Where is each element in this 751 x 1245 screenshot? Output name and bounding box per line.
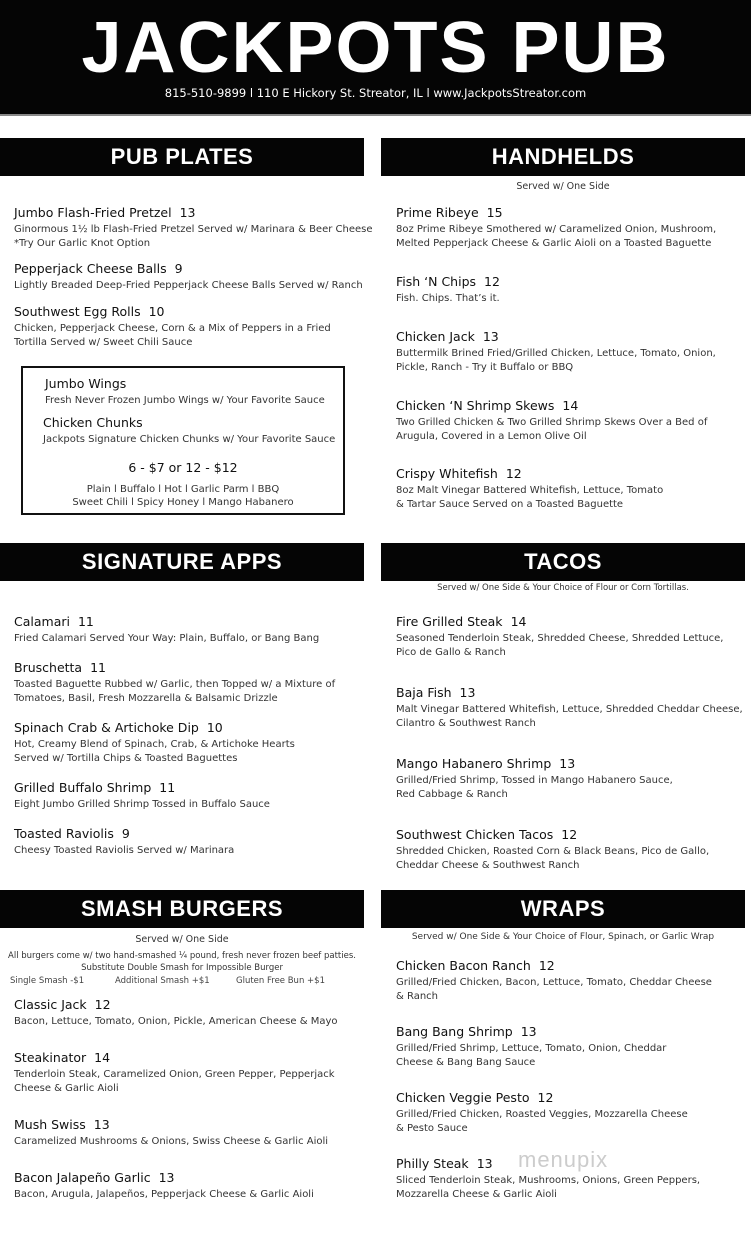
item-desc: Seasoned Tenderloin Steak, Shredded Cheese, Shredded Lettuce, — [396, 633, 724, 644]
menu-item — [14, 304, 331, 349]
item-name: Mush Swiss — [14, 1117, 86, 1132]
item-name: Bacon Jalapeño Garlic — [14, 1170, 151, 1185]
item-price: 12 — [484, 274, 500, 289]
item-desc: 8oz Malt Vinegar Battered Whitefish, Lettuce, Tomato — [396, 485, 664, 496]
wings-box — [21, 366, 345, 515]
item-name: Prime Ribeye — [396, 205, 479, 220]
menu-item — [43, 415, 335, 447]
item-price: 13 — [158, 1170, 175, 1185]
item-name: Calamari — [14, 614, 70, 629]
menu-item — [396, 1090, 688, 1135]
item-name: Chicken Chunks — [43, 415, 143, 430]
item-price: 12 — [505, 466, 522, 481]
item-price: 10 — [148, 304, 165, 319]
item-price: 9 — [121, 826, 130, 841]
item-price: 15 — [486, 205, 503, 220]
item-desc: Served w/ Tortilla Chips & Toasted Baguettes — [14, 752, 238, 764]
item-desc: Ginormous 1½ lb Flash-Fried Pretzel Served w/ Marinara & Beer Cheese — [14, 224, 373, 235]
header-banner — [0, 0, 751, 116]
item-desc: Toasted Baguette Rubbed w/ Garlic, then Topped w/ a Mixture of — [14, 679, 336, 690]
menu-item — [45, 376, 325, 408]
menu-item — [14, 780, 270, 812]
menu-item — [14, 1050, 335, 1095]
item-price: 13 — [559, 756, 576, 771]
watermark: menupix — [518, 1147, 609, 1172]
sauce-list: Sweet Chili l Spicy Honey l Mango Habanero — [72, 497, 294, 508]
item-desc: Cilantro & Southwest Ranch — [396, 717, 536, 729]
section-header-smash-burgers: SMASH BURGERS — [0, 890, 364, 928]
menu-item — [396, 274, 500, 306]
section-note: Served w/ One Side — [135, 934, 229, 945]
item-name: Chicken Veggie Pesto — [396, 1090, 530, 1105]
menu-item — [14, 205, 373, 250]
menu-item — [14, 1117, 328, 1149]
item-name: Jumbo Wings — [45, 376, 127, 391]
menu-item — [14, 826, 234, 858]
section-header-pub-plates: PUB PLATES — [0, 138, 364, 176]
restaurant-title: JACKPOTS PUB — [81, 8, 670, 88]
item-desc: Fresh Never Frozen Jumbo Wings w/ Your Favorite Sauce — [45, 395, 325, 406]
item-price: 13 — [179, 205, 196, 220]
item-name: Bang Bang Shrimp — [396, 1024, 513, 1039]
item-desc: Jackpots Signature Chicken Chunks w/ Your Favorite Sauce — [43, 434, 336, 445]
item-price: 14 — [562, 398, 579, 413]
item-desc: Melted Pepperjack Cheese & Garlic Aioli on a Toasted Baguette — [396, 237, 712, 249]
item-desc: Cheese & Garlic Aioli — [14, 1082, 119, 1094]
item-desc: Two Grilled Chicken & Two Grilled Shrimp Skews Over a Bed of — [396, 417, 708, 428]
section-header-tacos: TACOS — [381, 543, 745, 581]
item-desc: Shredded Chicken, Roasted Corn & Black Beans, Pico de Gallo, — [396, 846, 710, 857]
menu-item — [14, 660, 335, 705]
item-desc: Tomatoes, Basil, Fresh Mozzarella & Balsamic Drizzle — [14, 692, 278, 704]
item-price: 13 — [482, 329, 499, 344]
item-name: Baja Fish — [396, 685, 452, 700]
item-desc: Grilled/Fried Shrimp, Lettuce, Tomato, Onion, Cheddar — [396, 1043, 667, 1054]
menu-item — [396, 398, 707, 443]
menu-item — [396, 614, 723, 659]
item-desc: Cheesy Toasted Raviolis Served w/ Marinara — [14, 845, 235, 856]
item-desc: Chicken, Pepperjack Cheese, Corn & a Mix of Peppers in a Fried — [14, 323, 331, 334]
item-desc: Sliced Tenderloin Steak, Mushrooms, Onions, Green Peppers, — [396, 1175, 701, 1186]
item-price: 11 — [159, 780, 176, 795]
item-desc: Mozzarella Cheese & Garlic Aioli — [396, 1188, 557, 1200]
item-name: Fish ‘N Chips — [396, 274, 477, 289]
item-name: Grilled Buffalo Shrimp — [14, 780, 152, 795]
item-name: Fire Grilled Steak — [396, 614, 503, 629]
menu-item — [396, 466, 663, 511]
item-desc: & Tartar Sauce Served on a Toasted Baguette — [396, 498, 624, 510]
item-name: Jumbo Flash-Fried Pretzel — [14, 205, 172, 220]
section-header-wraps: WRAPS — [381, 890, 745, 928]
menu-item — [14, 720, 295, 765]
item-name: Crispy Whitefish — [396, 466, 498, 481]
item-desc: Tortilla Served w/ Sweet Chili Sauce — [14, 336, 193, 348]
item-desc: Arugula, Covered in a Lemon Olive Oil — [396, 430, 587, 442]
item-desc: Grilled/Fried Chicken, Bacon, Lettuce, Tomato, Cheddar Cheese — [396, 977, 712, 988]
item-name: Steakinator — [14, 1050, 87, 1065]
menu-item — [396, 205, 716, 250]
section-note: Served w/ One Side & Your Choice of Flour or Corn Tortillas. — [437, 583, 689, 593]
menu-item — [14, 261, 363, 293]
item-name: Southwest Chicken Tacos — [396, 827, 554, 842]
section-header-signature-apps: SIGNATURE APPS — [0, 543, 364, 581]
item-desc: Tenderloin Steak, Caramelized Onion, Green Pepper, Pepperjack — [14, 1069, 335, 1080]
item-desc: Pickle, Ranch - Try it Buffalo or BBQ — [396, 361, 574, 373]
item-name: Toasted Raviolis — [14, 826, 114, 841]
item-name: Philly Steak — [396, 1156, 469, 1171]
item-price: 13 — [459, 685, 476, 700]
menu-item — [396, 756, 673, 801]
item-desc: Lightly Breaded Deep-Fried Pepperjack Cheese Balls Served w/ Ranch — [14, 280, 363, 291]
menu-item — [14, 997, 338, 1029]
menu-item — [396, 685, 743, 730]
item-price: 13 — [476, 1156, 493, 1171]
item-price: 11 — [90, 660, 107, 675]
section-note: All burgers come w/ two hand-smashed ¼ pound, fresh never frozen beef patties. — [8, 951, 356, 961]
item-name: Classic Jack — [14, 997, 87, 1012]
section-note: Served w/ One Side — [516, 181, 610, 192]
item-desc: & Pesto Sauce — [396, 1122, 468, 1134]
sauce-list: Plain l Buffalo l Hot l Garlic Parm l BBQ — [86, 484, 280, 495]
item-desc: Cheese & Bang Bang Sauce — [396, 1056, 536, 1068]
item-desc: Hot, Creamy Blend of Spinach, Crab, & Artichoke Hearts — [14, 739, 295, 750]
section-note: Served w/ One Side & Your Choice of Flour, Spinach, or Garlic Wrap — [411, 932, 715, 942]
item-desc: Buttermilk Brined Fried/Grilled Chicken, Lettuce, Tomato, Onion, — [396, 348, 716, 359]
item-name: Mango Habanero Shrimp — [396, 756, 552, 771]
item-desc: *Try Our Garlic Knot Option — [14, 237, 151, 249]
item-name: Spinach Crab & Artichoke Dip — [14, 720, 199, 735]
item-price: 12 — [561, 827, 578, 842]
item-desc: Malt Vinegar Battered Whitefish, Lettuce, Shredded Cheddar Cheese, — [396, 704, 743, 715]
menu-item — [396, 329, 716, 374]
item-name: Bruschetta — [14, 660, 83, 675]
item-price: 11 — [77, 614, 94, 629]
menu-item — [396, 1024, 666, 1069]
contact-line: 815-510-9899 l 110 E Hickory St. Streator, IL l www.JackpotsStreator.com — [164, 86, 587, 100]
item-price: 10 — [206, 720, 223, 735]
item-name: Southwest Egg Rolls — [14, 304, 141, 319]
burger-option: Additional Smash +$1 — [115, 976, 210, 986]
item-desc: Grilled/Fried Shrimp, Tossed in Mango Habanero Sauce, — [396, 775, 673, 786]
item-name: Chicken ‘N Shrimp Skews — [396, 398, 555, 413]
section-note: Substitute Double Smash for Impossible Burger — [81, 963, 283, 973]
item-price: 12 — [94, 997, 111, 1012]
item-price: 12 — [537, 1090, 554, 1105]
item-price: 14 — [94, 1050, 111, 1065]
menu-item — [14, 614, 319, 646]
item-price: 14 — [510, 614, 527, 629]
item-desc: Eight Jumbo Grilled Shrimp Tossed in Buffalo Sauce — [14, 799, 270, 810]
section-header-handhelds: HANDHELDS — [381, 138, 745, 176]
item-desc: Pico de Gallo & Ranch — [396, 646, 506, 658]
burger-option: Gluten Free Bun +$1 — [236, 976, 325, 986]
item-name: Chicken Bacon Ranch — [396, 958, 531, 973]
wings-price: 6 - $7 or 12 - $12 — [128, 460, 238, 475]
burger-option: Single Smash -$1 — [10, 976, 85, 986]
item-desc: & Ranch — [396, 990, 439, 1002]
item-desc: Fish. Chips. That’s it. — [396, 293, 500, 304]
item-name: Pepperjack Cheese Balls — [14, 261, 167, 276]
item-desc: Cheddar Cheese & Southwest Ranch — [396, 859, 580, 871]
item-desc: 8oz Prime Ribeye Smothered w/ Caramelized Onion, Mushroom, — [396, 224, 717, 235]
item-desc: Red Cabbage & Ranch — [396, 788, 508, 800]
item-desc: Bacon, Arugula, Jalapeños, Pepperjack Cheese & Garlic Aioli — [14, 1189, 314, 1200]
item-name: Chicken Jack — [396, 329, 475, 344]
menu-item — [396, 958, 712, 1003]
item-desc: Caramelized Mushrooms & Onions, Swiss Cheese & Garlic Aioli — [14, 1136, 329, 1147]
item-desc: Fried Calamari Served Your Way: Plain, Buffalo, or Bang Bang — [14, 633, 320, 644]
item-price: 12 — [538, 958, 555, 973]
item-price: 13 — [93, 1117, 110, 1132]
menu-item — [14, 1170, 314, 1202]
item-desc: Bacon, Lettuce, Tomato, Onion, Pickle, American Cheese & Mayo — [14, 1016, 338, 1027]
item-price: 13 — [520, 1024, 537, 1039]
item-price: 9 — [174, 261, 183, 276]
menu-item — [396, 827, 709, 872]
item-desc: Grilled/Fried Chicken, Roasted Veggies, Mozzarella Cheese — [396, 1109, 688, 1120]
